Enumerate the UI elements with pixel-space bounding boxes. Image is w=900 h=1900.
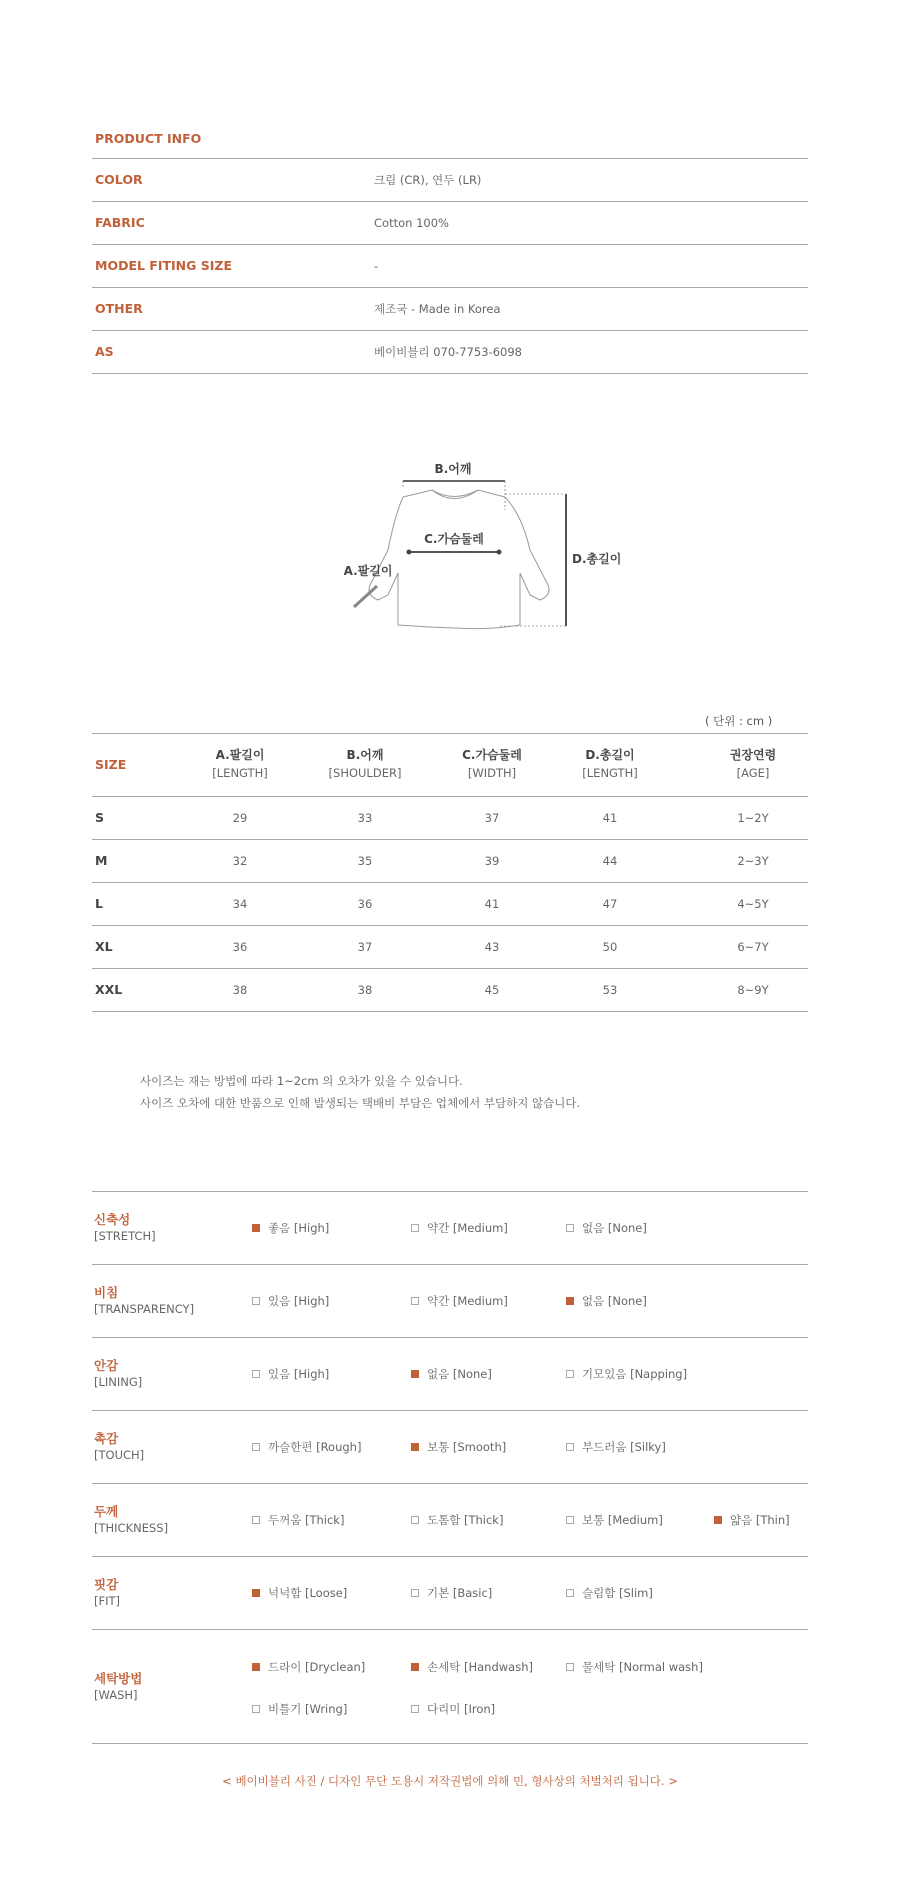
column-header-ko: D.총길이	[585, 748, 635, 762]
info-key: COLOR	[95, 172, 143, 187]
option-label: 약간 [Medium]	[427, 1221, 508, 1235]
option-label: 드라이 [Dryclean]	[268, 1660, 366, 1674]
checkbox-icon[interactable]	[411, 1443, 419, 1451]
checkbox-icon[interactable]	[411, 1370, 419, 1378]
option-label: 없음 [None]	[427, 1367, 492, 1381]
option-label: 넉넉함 [Loose]	[268, 1586, 348, 1600]
size-value: 33	[357, 811, 373, 825]
attribute-name-ko: 핏감	[94, 1577, 119, 1592]
attribute-option[interactable]	[411, 1439, 506, 1455]
option-label: 부드러움 [Silky]	[582, 1440, 666, 1454]
attribute-label	[94, 1211, 156, 1245]
attribute-option[interactable]	[411, 1659, 533, 1675]
option-label: 좋음 [High]	[268, 1221, 330, 1235]
size-value: 41	[484, 897, 500, 911]
size-notice	[140, 1070, 580, 1114]
checkbox-icon[interactable]	[252, 1297, 260, 1305]
attribute-option[interactable]	[252, 1701, 347, 1717]
attribute-option[interactable]	[411, 1512, 503, 1528]
option-label: 슬림함 [Slim]	[582, 1586, 653, 1600]
checkbox-icon[interactable]	[566, 1589, 574, 1597]
size-value: 8~9Y	[737, 983, 769, 997]
size-value: 29	[232, 811, 248, 825]
size-value: 50	[602, 940, 618, 954]
attribute-row	[92, 1557, 808, 1630]
option-label: 다리미 [Iron]	[427, 1702, 496, 1716]
size-value: 37	[484, 811, 500, 825]
attribute-option[interactable]	[566, 1659, 703, 1675]
size-value: 53	[602, 983, 618, 997]
option-label: 까슬한편 [Rough]	[268, 1440, 362, 1454]
attribute-name-ko: 세탁방법	[94, 1670, 143, 1686]
attribute-option[interactable]	[252, 1659, 365, 1675]
info-row	[92, 288, 808, 331]
notice-line: 사이즈는 재는 방법에 따라 1~2cm 의 오차가 있을 수 있습니다.	[140, 1074, 463, 1088]
size-value: 32	[232, 854, 248, 868]
attribute-row	[92, 1630, 808, 1744]
size-name: XL	[95, 939, 113, 954]
size-value: 1~2Y	[737, 811, 769, 825]
info-row	[92, 331, 808, 374]
info-value: -	[374, 259, 379, 273]
attribute-option[interactable]	[252, 1366, 329, 1382]
product-info-section	[92, 124, 808, 374]
column-header-ko: A.팔길이	[215, 748, 265, 762]
column-header-ko: B.어깨	[346, 748, 384, 762]
checkbox-icon[interactable]	[252, 1516, 260, 1524]
checkbox-icon[interactable]	[252, 1663, 260, 1671]
attribute-label	[94, 1576, 120, 1610]
attribute-name-en: [LINING]	[94, 1375, 143, 1389]
option-label: 보통 [Smooth]	[427, 1440, 507, 1454]
fabric-attributes-table	[92, 1191, 808, 1744]
size-value: 38	[357, 983, 373, 997]
size-value: 38	[232, 983, 248, 997]
attribute-row	[92, 1192, 808, 1265]
checkbox-icon[interactable]	[252, 1224, 260, 1232]
size-value: 37	[357, 940, 373, 954]
info-value: 크림 (CR), 연두 (LR)	[374, 173, 482, 187]
size-value: 2~3Y	[737, 854, 769, 868]
attribute-name-ko: 신축성	[94, 1212, 131, 1227]
option-label: 없음 [None]	[582, 1294, 647, 1308]
column-header-en: [AGE]	[736, 766, 770, 780]
table-row	[92, 840, 808, 883]
info-key: AS	[95, 344, 114, 359]
checkbox-icon[interactable]	[566, 1370, 574, 1378]
size-table-column-header	[693, 746, 813, 782]
checkbox-icon[interactable]	[714, 1516, 722, 1524]
option-label: 있음 [High]	[268, 1294, 330, 1308]
option-label: 손세탁 [Handwash]	[427, 1660, 533, 1674]
size-value: 35	[357, 854, 373, 868]
checkbox-icon[interactable]	[252, 1589, 260, 1597]
option-label: 얇음 [Thin]	[730, 1513, 790, 1527]
sleeve-measure-line	[354, 586, 377, 607]
checkbox-icon[interactable]	[411, 1663, 419, 1671]
unit-label: ( 단위 : cm )	[705, 714, 773, 728]
attribute-name-en: [TRANSPARENCY]	[94, 1302, 195, 1316]
attribute-option[interactable]	[566, 1439, 666, 1455]
checkbox-icon[interactable]	[566, 1663, 574, 1671]
size-table	[92, 733, 808, 1012]
size-name: S	[95, 810, 105, 825]
attribute-option[interactable]	[252, 1585, 347, 1601]
attribute-row	[92, 1265, 808, 1338]
sleeve-label: A.팔길이	[343, 564, 393, 578]
info-key: FABRIC	[95, 215, 145, 230]
table-row	[92, 969, 808, 1012]
option-label: 있음 [High]	[268, 1367, 330, 1381]
shoulder-label: B.어깨	[434, 462, 472, 476]
option-label: 기모있음 [Napping]	[582, 1367, 688, 1381]
table-row	[92, 883, 808, 926]
option-label: 두꺼움 [Thick]	[268, 1513, 345, 1527]
option-label: 도톰함 [Thick]	[427, 1513, 504, 1527]
size-value: 44	[602, 854, 618, 868]
checkbox-icon[interactable]	[411, 1705, 419, 1713]
checkbox-icon[interactable]	[252, 1443, 260, 1451]
attribute-option[interactable]	[566, 1366, 687, 1382]
size-value: 36	[232, 940, 248, 954]
checkbox-icon[interactable]	[566, 1297, 574, 1305]
size-value: 45	[484, 983, 500, 997]
checkbox-icon[interactable]	[411, 1297, 419, 1305]
column-header-ko: 권장연령	[729, 748, 777, 762]
attribute-name-en: [FIT]	[94, 1594, 121, 1608]
table-row	[92, 797, 808, 840]
attribute-name-en: [THICKNESS]	[94, 1521, 169, 1535]
size-value: 36	[357, 897, 373, 911]
attribute-option[interactable]	[411, 1293, 508, 1309]
checkbox-icon[interactable]	[411, 1516, 419, 1524]
column-header-en: [LENGTH]	[212, 766, 268, 780]
size-measurement-diagram	[330, 455, 630, 645]
size-value: 34	[232, 897, 248, 911]
table-row	[92, 926, 808, 969]
size-value: 47	[602, 897, 618, 911]
attribute-row	[92, 1411, 808, 1484]
info-row	[92, 202, 808, 245]
column-header-en: [SHOULDER]	[328, 766, 402, 780]
attribute-label	[94, 1670, 142, 1704]
size-value: 6~7Y	[737, 940, 769, 954]
attribute-option[interactable]	[566, 1585, 653, 1601]
size-table-column-header	[305, 746, 425, 782]
option-label: 기본 [Basic]	[427, 1586, 493, 1600]
attribute-option[interactable]	[252, 1512, 344, 1528]
size-name: L	[95, 896, 103, 911]
column-header-ko: C.가슴둘레	[462, 748, 522, 762]
checkbox-icon[interactable]	[252, 1370, 260, 1378]
attribute-name-ko: 촉감	[94, 1431, 119, 1446]
size-table-column-header	[432, 746, 552, 782]
copyright-notice: < 베이비블리 사진 / 디자인 무단 도용시 저작권법에 의해 민, 형사상의 처벌처리 됩니다. >	[222, 1774, 678, 1788]
garment-outline	[369, 490, 549, 629]
attribute-label	[94, 1503, 168, 1537]
attribute-row	[92, 1338, 808, 1411]
size-value: 39	[484, 854, 500, 868]
option-label: 없음 [None]	[582, 1221, 647, 1235]
attribute-option[interactable]	[411, 1366, 492, 1382]
option-label: 보통 [Medium]	[582, 1513, 663, 1527]
info-row	[92, 245, 808, 288]
attribute-name-ko: 두께	[94, 1504, 119, 1519]
info-value: 제조국 - Made in Korea	[374, 302, 501, 316]
checkbox-icon[interactable]	[411, 1224, 419, 1232]
attribute-option[interactable]	[566, 1293, 647, 1309]
info-value: Cotton 100%	[374, 216, 449, 230]
attribute-name-ko: 안감	[94, 1358, 119, 1373]
checkbox-icon[interactable]	[566, 1443, 574, 1451]
size-name: XXL	[95, 982, 123, 997]
size-value: 43	[484, 940, 500, 954]
attribute-row	[92, 1484, 808, 1557]
info-key: OTHER	[95, 301, 143, 316]
checkbox-icon[interactable]	[252, 1705, 260, 1713]
size-value: 41	[602, 811, 618, 825]
chest-label: C.가슴둘레	[424, 532, 484, 546]
checkbox-icon[interactable]	[411, 1589, 419, 1597]
column-header-en: [WIDTH]	[467, 766, 517, 780]
attribute-label	[94, 1430, 144, 1464]
attribute-option[interactable]	[566, 1220, 647, 1236]
attribute-name-en: [TOUCH]	[94, 1448, 145, 1462]
checkbox-icon[interactable]	[566, 1516, 574, 1524]
attribute-name-en: [WASH]	[94, 1687, 138, 1702]
attribute-option[interactable]	[411, 1585, 492, 1601]
size-name: M	[95, 853, 108, 868]
option-label: 물세탁 [Normal wash]	[582, 1660, 703, 1674]
product-info-title: PRODUCT INFO	[92, 124, 808, 159]
info-key: MODEL FITING SIZE	[95, 258, 232, 273]
attribute-label	[94, 1284, 194, 1318]
length-label: D.총길이	[572, 552, 622, 566]
attribute-label	[94, 1357, 142, 1391]
option-label: 비틀기 [Wring]	[268, 1702, 348, 1716]
size-table-column-header	[550, 746, 670, 782]
size-value: 4~5Y	[737, 897, 769, 911]
attribute-option[interactable]	[252, 1220, 329, 1236]
attribute-option[interactable]	[411, 1701, 495, 1717]
attribute-option[interactable]	[411, 1220, 508, 1236]
option-label: 약간 [Medium]	[427, 1294, 508, 1308]
info-value: 베이비블리 070-7753-6098	[374, 345, 522, 359]
checkbox-icon[interactable]	[566, 1224, 574, 1232]
attribute-option[interactable]	[714, 1512, 790, 1528]
size-column-header: SIZE	[95, 757, 127, 772]
attribute-option[interactable]	[566, 1512, 663, 1528]
attribute-name-ko: 비침	[94, 1285, 119, 1300]
size-table-header	[92, 734, 808, 797]
attribute-option[interactable]	[252, 1293, 329, 1309]
size-table-column-header	[180, 746, 300, 782]
attribute-option[interactable]	[252, 1439, 361, 1455]
attribute-name-en: [STRETCH]	[94, 1229, 156, 1243]
notice-line: 사이즈 오차에 대한 반품으로 인해 발생되는 택배비 부담은 업체에서 부담하지 않습니다.	[140, 1096, 581, 1110]
info-row	[92, 159, 808, 202]
column-header-en: [LENGTH]	[582, 766, 638, 780]
